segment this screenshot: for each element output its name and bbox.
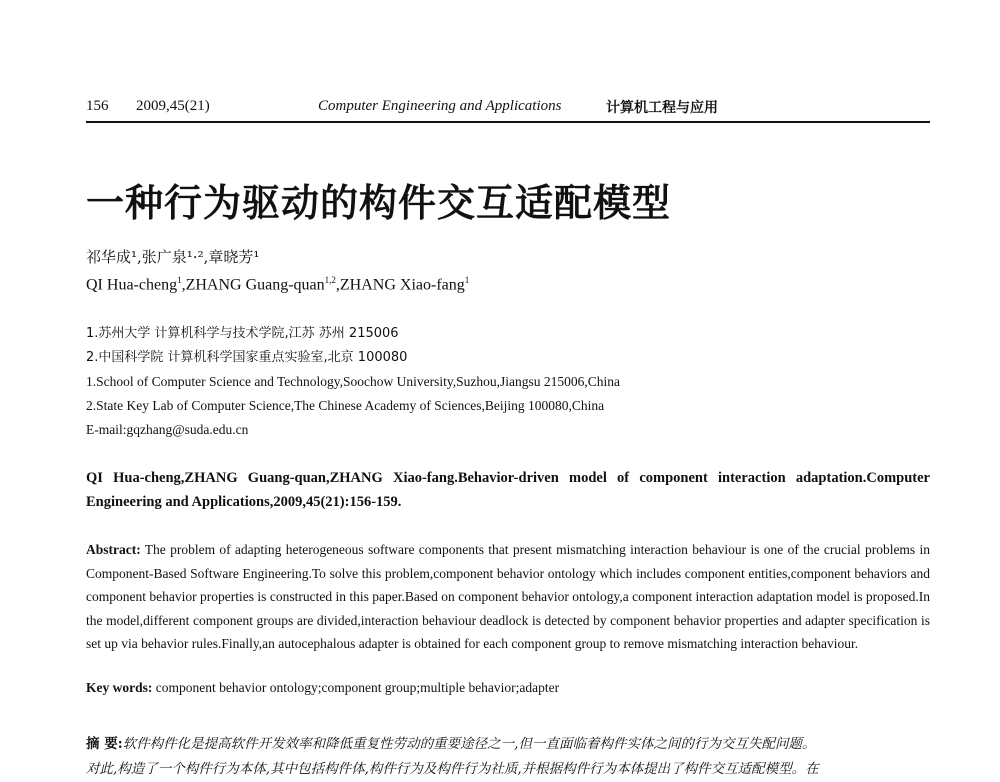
keywords <box>86 680 930 696</box>
abstract-cn-label: 摘 要: <box>86 736 123 752</box>
abstract-cn <box>86 732 946 782</box>
abstract <box>86 538 930 656</box>
author-1-affil: 1 <box>177 275 182 285</box>
abstract-cn-line-2: 对此,构造了一个构件行为本体,其中包括构件体,构件行为及构件行为社质,并根据构件行为本体提出了构件交互适配模型。在 <box>86 761 819 777</box>
keywords-text: component behavior ontology;component group;multiple behavior;adapter <box>152 680 560 695</box>
abstract-cn-line-1: 软件构件化是提高软件开发效率和降低重复性劳动的重要途径之一,但一直面临着构件实体之间的行为交互失配问题。 <box>122 736 816 752</box>
author-2-affil: 1,2 <box>324 275 336 285</box>
affiliations <box>86 322 620 442</box>
authors-cn: 祁华成¹,张广泉¹·²,章晓芳¹ <box>86 248 260 266</box>
affiliation-1-cn: 1.苏州大学 计算机科学与技术学院,江苏 苏州 215006 <box>86 326 399 341</box>
running-header <box>86 96 930 120</box>
author-2: ZHANG Guang-quan <box>185 276 325 294</box>
journal-name-en: Computer Engineering and Applications <box>318 98 562 114</box>
year-issue: 2009,45(21) <box>136 98 210 114</box>
paper-title: 一种行为驱动的构件交互适配模型 <box>86 180 672 225</box>
affiliation-1-en: 1.School of Computer Science and Technology,Soochow University,Suzhou,Jiangsu 215006,China <box>86 374 620 389</box>
author-1: QI Hua-cheng <box>86 276 178 294</box>
journal-name-cn: 计算机工程与应用 <box>606 100 718 116</box>
contact-email[interactable]: E-mail:gqzhang@suda.edu.cn <box>86 422 249 437</box>
authors-en: QI Hua-cheng$^1$,ZHANG Guang-quan$^{1,2}$,ZHANG Xiao-fang$^1$ <box>86 275 470 294</box>
header-rule <box>86 121 930 123</box>
citation: QI Hua-cheng,ZHANG Guang-quan,ZHANG Xiao-fang.Behavior-driven model of component interaction adaptation.Computer Engineering and Applications,2009,45(21):156-159. <box>86 470 930 510</box>
page-number: 156 <box>86 98 109 114</box>
keywords-label: Key words: <box>86 680 153 695</box>
abstract-text: The problem of adapting heterogeneous software components that present mismatching interaction behaviour is one of the crucial problems in Component-Based Software Engineering.To solve this problem,component behavior ontology which includes component entities,component behaviors and component behavior properties is constructed in this paper.Based on component behavior ontology,a component interaction adaptation model is proposed.In the model,different component groups are divided,interaction behaviour deadlock is detected by component behavior properties and adapter specification is set up via behavior rules.Finally,an autocephalous adapter is obtained for each component group to remove mismatching interaction behaviour. <box>86 542 930 651</box>
affiliation-2-cn: 2.中国科学院 计算机科学国家重点实验室,北京 100080 <box>86 350 408 365</box>
abstract-label: Abstract: <box>86 542 141 557</box>
affiliation-2-en: 2.State Key Lab of Computer Science,The Chinese Academy of Sciences,Beijing 100080,China <box>86 398 605 413</box>
author-3: ZHANG Xiao-fang <box>339 276 465 294</box>
author-3-affil: 1 <box>464 275 470 285</box>
